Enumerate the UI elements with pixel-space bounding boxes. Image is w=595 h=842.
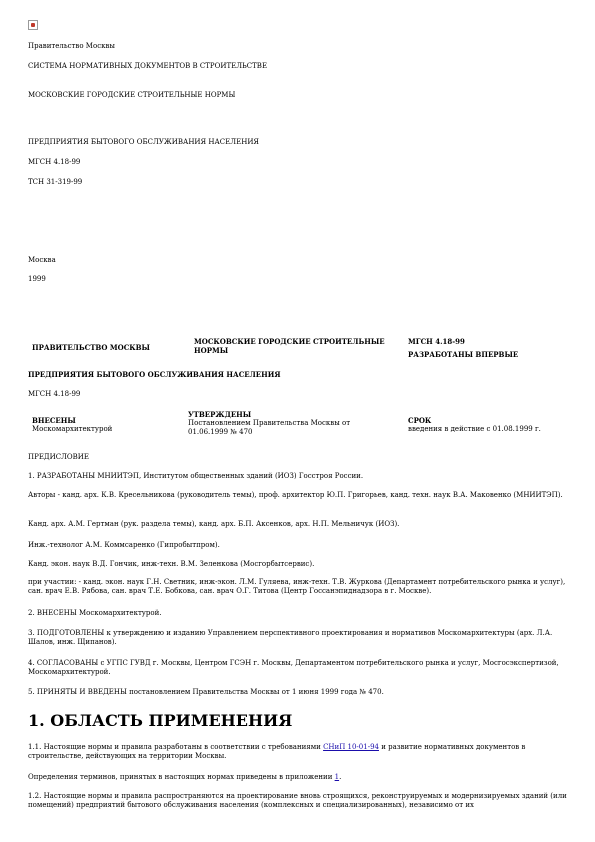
paragraph-text: и развитие нормативных документов в строительстве, действующих на территории Москвы.	[28, 743, 526, 760]
system-title: СИСТЕМА НОРМАТИВНЫХ ДОКУМЕНТОВ В СТРОИТЕЛЬСТВЕ	[28, 62, 268, 70]
preface-paragraph-8: 3. ПОДГОТОВЛЕНЫ к утверждению и изданию Управлением перспективного проектирования и нормативов Москомархитектуры (арх. Л.А. Шалов, инж. Щипанов).	[28, 629, 553, 646]
title-block-doc-code: МГСН 4.18-99	[28, 390, 81, 398]
document-title: ПРЕДПРИЯТИЯ БЫТОВОГО ОБСЛУЖИВАНИЯ НАСЕЛЕНИЯ	[28, 138, 260, 146]
title-block-doc-title: ПРЕДПРИЯТИЯ БЫТОВОГО ОБСЛУЖИВАНИЯ НАСЕЛЕНИЯ	[28, 370, 281, 379]
section-1-paragraph-1	[28, 743, 568, 761]
introduced-value: Москомархитектурой	[32, 425, 113, 433]
paragraph-text: 1.1. Настоящие нормы и правила разработаны в соответствии с требованиями	[28, 743, 324, 751]
paragraph-text: .	[339, 773, 342, 781]
government-label: Правительство Москвы	[28, 42, 116, 50]
term-value: введения в действие с 01.08.1999 г.	[408, 425, 541, 433]
paragraph-text: Определения терминов, принятых в настоящих нормах приведены в приложении	[28, 773, 335, 781]
year-label: 1999	[28, 275, 46, 283]
preface-paragraph-6: при участии: - канд. экон. наук Г.Н. Светник, инж-экон. Л.М. Гуляева, инж-техн. Т.В. Журкова (Департамент потребительского рынка и услуг), сан. врач Е.В. Рябова, сан. врач Т.Е. Бобкова, сан. врач О.Г. Титова (Центр Госсанэпиднадзора в г. Москве).	[28, 578, 566, 595]
introduced-label: ВНЕСЕНЫ	[32, 416, 76, 425]
approved-value: Постановлением Правительства Москвы от 01.06.1999 № 470	[188, 419, 351, 436]
broken-image-icon	[28, 20, 38, 30]
tsn-code: ТСН 31-319-99	[28, 178, 83, 186]
term-label: СРОК	[408, 416, 432, 425]
preface-paragraph-3: Канд. арх. А.М. Гертман (рук. раздела темы), канд. арх. Б.П. Аксенков, арх. Н.П. Мельничук (ИОЗ).	[28, 520, 400, 528]
appendix-link[interactable]: 1	[334, 773, 340, 781]
title-block-code: МГСН 4.18-99	[408, 337, 465, 346]
preface-paragraph-2: Авторы - канд. арх. К.В. Кресельникова (руководитель темы), проф. архитектор Ю.П. Григорьев, канд. техн. наук В.А. Маковенко (МНИИТЭП).	[28, 491, 563, 499]
document-code: МГСН 4.18-99	[28, 158, 81, 166]
city-label: Москва	[28, 256, 56, 264]
section-1-paragraph-3: 1.2. Настоящие нормы и правила распространяются на проектирование вновь строящихся, реконструируемых и модернизируемых зданий (или помещений) предприятий бытового обслуживания населения (комплексных и специализированных), независимо от их	[28, 792, 567, 809]
norms-title: МОСКОВСКИЕ ГОРОДСКИЕ СТРОИТЕЛЬНЫЕ НОРМЫ	[28, 91, 236, 99]
preface-paragraph-1: 1. РАЗРАБОТАНЫ МНИИТЭП, Институтом общественных зданий (ИОЗ) Госстроя России.	[28, 472, 364, 480]
title-block-middle: МОСКОВСКИЕ ГОРОДСКИЕ СТРОИТЕЛЬНЫЕ НОРМЫ	[194, 337, 385, 355]
preface-paragraph-10: 5. ПРИНЯТЫ И ВВЕДЕНЫ постановлением Правительства Москвы от 1 июня 1999 года № 470.	[28, 688, 384, 696]
preface-paragraph-7: 2. ВНЕСЕНЫ Москомархитектурой.	[28, 609, 162, 617]
title-block-left: ПРАВИТЕЛЬСТВО МОСКВЫ	[32, 343, 150, 352]
approved-label: УТВЕРЖДЕНЫ	[188, 410, 252, 419]
preface-paragraph-5: Канд. экон. наук В.Д. Гончик, инж-техн. В.М. Зеленкова (Мосгорбытсервис).	[28, 560, 315, 568]
preface-heading: ПРЕДИСЛОВИЕ	[28, 453, 90, 461]
preface-paragraph-4: Инж.-технолог А.М. Коммсаренко (Гипробытпром).	[28, 541, 220, 549]
section-1-paragraph-2	[28, 773, 568, 782]
snip-link[interactable]: СНиП 10-01-94	[323, 743, 379, 751]
preface-paragraph-9: 4. СОГЛАСОВАНЫ с УГПС ГУВД г. Москвы, Центром ГСЭН г. Москвы, Департаментом потребительского рынка и услуг, Мосгосэкспертизой, Москомархитектурой.	[28, 659, 559, 676]
section-1-heading: 1. ОБЛАСТЬ ПРИМЕНЕНИЯ	[28, 711, 293, 730]
title-block-note: РАЗРАБОТАНЫ ВПЕРВЫЕ	[408, 350, 519, 359]
